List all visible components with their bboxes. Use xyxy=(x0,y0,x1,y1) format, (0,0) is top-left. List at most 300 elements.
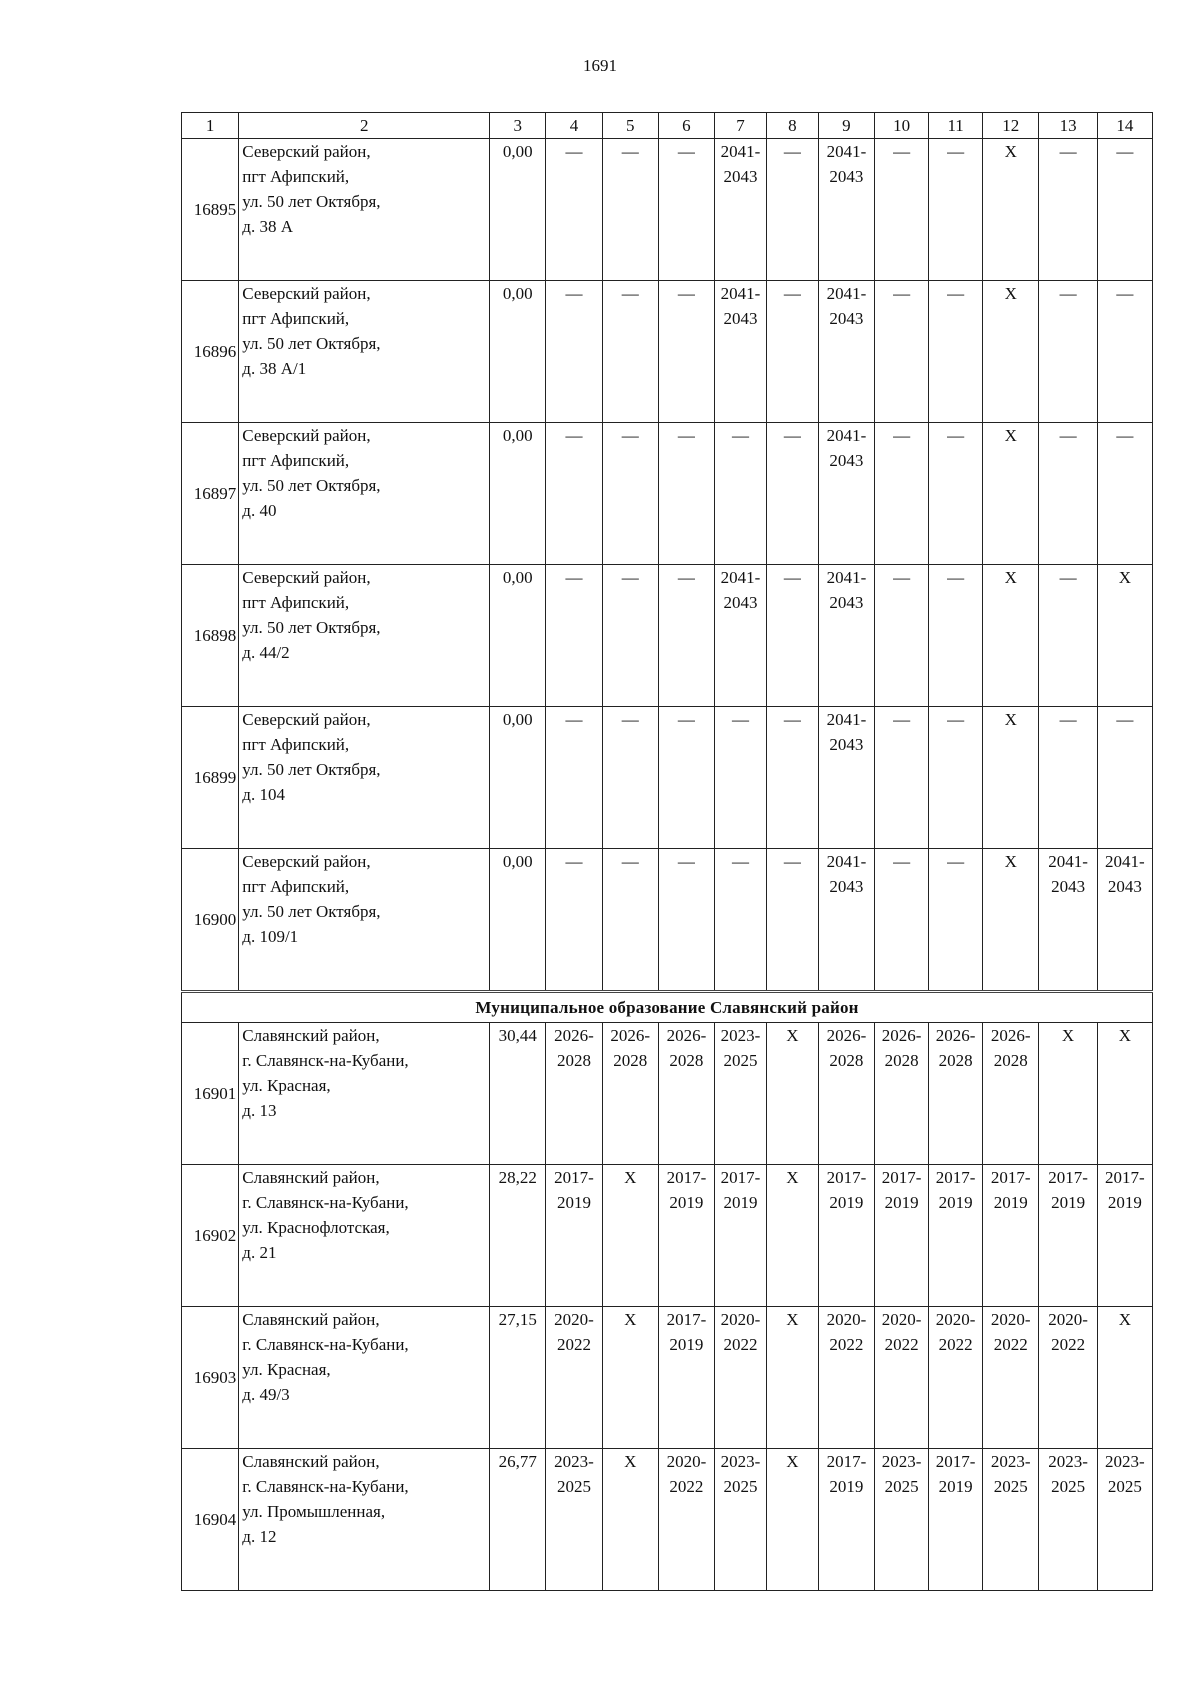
column-header: 1 xyxy=(182,113,239,139)
period-cell xyxy=(983,281,1039,423)
period-value: — xyxy=(947,142,965,161)
period-cell xyxy=(1097,281,1152,423)
table-row xyxy=(182,565,1153,707)
period-value: 2026- 2028 xyxy=(666,1026,707,1070)
column-header: 7 xyxy=(715,113,767,139)
period-cell xyxy=(983,565,1039,707)
period-cell xyxy=(983,1449,1039,1591)
period-value: 2017- 2019 xyxy=(935,1168,976,1212)
period-value: 2041- 2043 xyxy=(1048,852,1088,896)
address-line: д. 49/3 xyxy=(242,1385,290,1404)
period-value: X xyxy=(786,1026,799,1045)
period-value: 2017- 2019 xyxy=(1105,1168,1145,1212)
period-value: 2041- 2043 xyxy=(720,568,761,612)
period-value: — xyxy=(565,142,583,161)
period-value: — xyxy=(947,284,965,303)
period-cell xyxy=(546,1307,602,1449)
period-value: — xyxy=(1059,142,1077,161)
address-line: пгт Афипский, xyxy=(242,593,350,612)
period-cell xyxy=(818,565,874,707)
column-header: 10 xyxy=(875,113,929,139)
period-cell xyxy=(1039,423,1097,565)
period-cell xyxy=(875,565,929,707)
period-value: — xyxy=(783,426,801,445)
period-cell xyxy=(766,281,818,423)
period-cell xyxy=(766,1449,818,1591)
period-cell xyxy=(715,707,767,849)
period-cell xyxy=(983,1165,1039,1307)
period-cell xyxy=(1097,565,1152,707)
row-number: 16904 xyxy=(182,1449,239,1591)
column-header: 8 xyxy=(766,113,818,139)
period-cell xyxy=(875,1165,929,1307)
period-value: 2020- 2022 xyxy=(1048,1310,1088,1354)
period-value: — xyxy=(783,568,801,587)
period-value: 2026- 2028 xyxy=(990,1026,1031,1070)
period-value: — xyxy=(893,852,911,871)
period-cell xyxy=(546,1165,602,1307)
address-line: ул. Красная, xyxy=(242,1360,331,1379)
period-cell xyxy=(983,1023,1039,1165)
address-cell xyxy=(239,1165,490,1307)
address-line: Славянский район, xyxy=(242,1026,380,1045)
period-cell xyxy=(929,1307,983,1449)
period-value: 2041- 2043 xyxy=(826,852,867,896)
period-cell xyxy=(546,1023,602,1165)
table-row xyxy=(182,707,1153,849)
address-line: Северский район, xyxy=(242,284,371,303)
table-row xyxy=(182,139,1153,281)
period-value: X xyxy=(1118,1310,1132,1329)
period-value: — xyxy=(677,142,695,161)
period-cell xyxy=(818,1307,874,1449)
column-header: 14 xyxy=(1097,113,1152,139)
period-value: X xyxy=(1061,1026,1075,1045)
address-cell xyxy=(239,281,490,423)
period-value: 2023- 2025 xyxy=(720,1452,761,1496)
period-value: X xyxy=(786,1452,799,1471)
period-cell xyxy=(766,565,818,707)
row-number: 16899 xyxy=(182,707,239,849)
period-value: 2023- 2025 xyxy=(1048,1452,1088,1496)
period-cell xyxy=(715,281,767,423)
period-cell xyxy=(983,849,1039,992)
period-value: — xyxy=(677,852,695,871)
period-value: — xyxy=(1059,426,1077,445)
period-cell xyxy=(658,281,714,423)
period-value: — xyxy=(1116,284,1134,303)
address-line: д. 104 xyxy=(242,785,285,804)
address-line: пгт Афипский, xyxy=(242,309,350,328)
period-cell xyxy=(766,1023,818,1165)
period-cell xyxy=(1039,849,1097,992)
table-row xyxy=(182,423,1153,565)
period-value: — xyxy=(947,568,965,587)
period-value: X xyxy=(1004,710,1017,729)
address-line: д. 40 xyxy=(242,501,277,520)
address-line: пгт Афипский, xyxy=(242,735,350,754)
period-value: 2041- 2043 xyxy=(826,710,867,754)
address-line: ул. 50 лет Октября, xyxy=(242,760,381,779)
period-cell xyxy=(715,1165,767,1307)
period-value: 2026- 2028 xyxy=(935,1026,976,1070)
period-value: 2020- 2022 xyxy=(935,1310,976,1354)
period-value: 2020- 2022 xyxy=(666,1452,707,1496)
column-header: 6 xyxy=(658,113,714,139)
row-number: 16902 xyxy=(182,1165,239,1307)
period-cell xyxy=(766,707,818,849)
period-cell xyxy=(1097,1165,1152,1307)
period-value: X xyxy=(1004,284,1017,303)
period-cell xyxy=(929,139,983,281)
period-cell xyxy=(1039,1449,1097,1591)
period-value: 2041- 2043 xyxy=(720,142,761,186)
period-cell xyxy=(602,423,658,565)
address-line: ул. 50 лет Октября, xyxy=(242,902,381,921)
address-line: Северский район, xyxy=(242,142,371,161)
address-cell xyxy=(239,423,490,565)
column-header: 12 xyxy=(983,113,1039,139)
address-line: д. 38 А/1 xyxy=(242,359,307,378)
period-value: 2020- 2022 xyxy=(990,1310,1031,1354)
period-cell xyxy=(715,849,767,992)
period-value: X xyxy=(1004,852,1017,871)
address-line: ул. 50 лет Октября, xyxy=(242,334,381,353)
period-cell xyxy=(715,423,767,565)
period-cell xyxy=(875,1307,929,1449)
address-line: пгт Афипский, xyxy=(242,877,350,896)
period-value: — xyxy=(1116,142,1134,161)
period-value: — xyxy=(731,852,749,871)
period-cell xyxy=(875,849,929,992)
period-cell xyxy=(818,707,874,849)
period-value: 2026- 2028 xyxy=(554,1026,594,1070)
period-value: — xyxy=(893,426,911,445)
period-cell xyxy=(715,1307,767,1449)
period-cell xyxy=(546,707,602,849)
period-cell xyxy=(929,565,983,707)
area-cell: 0,00 xyxy=(490,423,546,565)
period-cell xyxy=(1039,1165,1097,1307)
table-row xyxy=(182,281,1153,423)
period-value: 2041- 2043 xyxy=(826,568,867,612)
period-value: — xyxy=(677,426,695,445)
period-cell xyxy=(1097,707,1152,849)
period-value: 2023- 2025 xyxy=(554,1452,594,1496)
address-line: Северский район, xyxy=(242,568,371,587)
period-value: — xyxy=(621,568,639,587)
period-value: — xyxy=(1059,710,1077,729)
column-header-row xyxy=(182,113,1153,139)
period-cell xyxy=(1097,423,1152,565)
period-value: — xyxy=(621,142,639,161)
period-value: 2023- 2025 xyxy=(881,1452,922,1496)
period-value: — xyxy=(677,284,695,303)
period-value: X xyxy=(1004,426,1017,445)
period-cell xyxy=(818,1449,874,1591)
address-line: Славянский район, xyxy=(242,1310,380,1329)
period-value: — xyxy=(1059,568,1077,587)
period-cell xyxy=(818,1165,874,1307)
period-cell xyxy=(818,849,874,992)
period-cell xyxy=(818,281,874,423)
period-value: — xyxy=(947,710,965,729)
column-header: 4 xyxy=(546,113,602,139)
address-cell xyxy=(239,849,490,992)
period-cell xyxy=(715,1023,767,1165)
period-cell xyxy=(929,707,983,849)
address-line: Северский район, xyxy=(242,852,371,871)
period-cell xyxy=(983,707,1039,849)
address-line: Славянский район, xyxy=(242,1168,380,1187)
period-cell xyxy=(929,1023,983,1165)
table-row xyxy=(182,1165,1153,1307)
section-header-row xyxy=(182,992,1153,1023)
period-cell xyxy=(1097,1449,1152,1591)
period-cell xyxy=(766,1165,818,1307)
address-line: Славянский район, xyxy=(242,1452,380,1471)
period-cell xyxy=(983,1307,1039,1449)
address-line: д. 109/1 xyxy=(242,927,299,946)
period-cell xyxy=(658,423,714,565)
page-number: 1691 xyxy=(583,56,617,75)
address-line: д. 13 xyxy=(242,1101,277,1120)
period-cell xyxy=(602,565,658,707)
period-cell xyxy=(1097,1023,1152,1165)
period-cell xyxy=(602,1023,658,1165)
address-cell xyxy=(239,1449,490,1591)
period-value: 2020- 2022 xyxy=(826,1310,867,1354)
period-value: X xyxy=(786,1168,799,1187)
period-value: 2026- 2028 xyxy=(610,1026,651,1070)
period-cell xyxy=(1097,1307,1152,1449)
period-value: — xyxy=(621,710,639,729)
period-value: — xyxy=(893,710,911,729)
period-cell xyxy=(1039,707,1097,849)
period-value: 2017- 2019 xyxy=(1048,1168,1088,1212)
period-cell xyxy=(715,565,767,707)
address-cell xyxy=(239,139,490,281)
period-value: — xyxy=(893,568,911,587)
column-header: 11 xyxy=(929,113,983,139)
area-cell: 27,15 xyxy=(490,1307,546,1449)
address-line: г. Славянск-на-Кубани, xyxy=(242,1193,409,1212)
period-cell xyxy=(766,139,818,281)
period-cell xyxy=(546,565,602,707)
period-cell xyxy=(1039,565,1097,707)
period-value: 2017- 2019 xyxy=(554,1168,594,1212)
address-line: ул. Красная, xyxy=(242,1076,331,1095)
period-value: — xyxy=(1116,426,1134,445)
period-value: 2041- 2043 xyxy=(826,426,867,470)
row-number: 16897 xyxy=(182,423,239,565)
address-line: д. 38 А xyxy=(242,217,293,236)
table-row xyxy=(182,1307,1153,1449)
address-cell xyxy=(239,707,490,849)
period-value: 2017- 2019 xyxy=(720,1168,761,1212)
period-cell xyxy=(546,849,602,992)
period-value: 2041- 2043 xyxy=(826,142,867,186)
period-value: — xyxy=(565,284,583,303)
area-cell: 0,00 xyxy=(490,281,546,423)
period-cell xyxy=(658,707,714,849)
period-value: — xyxy=(621,284,639,303)
period-cell xyxy=(658,1165,714,1307)
period-value: — xyxy=(677,568,695,587)
period-cell xyxy=(658,139,714,281)
period-value: X xyxy=(624,1168,637,1187)
area-cell: 0,00 xyxy=(490,565,546,707)
period-value: — xyxy=(565,426,583,445)
period-cell xyxy=(602,281,658,423)
period-cell xyxy=(1039,139,1097,281)
period-cell xyxy=(602,1165,658,1307)
section-title: Муниципальное образование Славянский район xyxy=(182,992,1153,1023)
period-cell xyxy=(1097,139,1152,281)
table-row xyxy=(182,849,1153,992)
period-value: — xyxy=(783,142,801,161)
period-value: — xyxy=(783,710,801,729)
area-cell: 28,22 xyxy=(490,1165,546,1307)
column-header: 2 xyxy=(239,113,490,139)
row-number: 16903 xyxy=(182,1307,239,1449)
period-value: — xyxy=(677,710,695,729)
table-row xyxy=(182,1449,1153,1591)
period-cell xyxy=(546,139,602,281)
register-table xyxy=(181,112,1153,1591)
column-header: 5 xyxy=(602,113,658,139)
period-value: 2017- 2019 xyxy=(826,1452,867,1496)
period-cell xyxy=(983,139,1039,281)
period-value: 2017- 2019 xyxy=(826,1168,867,1212)
period-value: X xyxy=(624,1452,637,1471)
period-value: 2041- 2043 xyxy=(826,284,867,328)
table-body xyxy=(182,113,1153,1591)
period-value: — xyxy=(565,568,583,587)
address-line: пгт Афипский, xyxy=(242,451,350,470)
period-cell xyxy=(1039,1023,1097,1165)
period-value: 2023- 2025 xyxy=(1105,1452,1145,1496)
period-cell xyxy=(1039,281,1097,423)
period-value: 2041- 2043 xyxy=(720,284,761,328)
row-number: 16895 xyxy=(182,139,239,281)
column-header: 3 xyxy=(490,113,546,139)
period-value: 2026- 2028 xyxy=(826,1026,867,1070)
row-number: 16901 xyxy=(182,1023,239,1165)
period-value: — xyxy=(565,852,583,871)
period-value: — xyxy=(783,852,801,871)
period-value: — xyxy=(783,284,801,303)
period-value: 2023- 2025 xyxy=(720,1026,761,1070)
period-cell xyxy=(602,139,658,281)
period-cell xyxy=(818,139,874,281)
address-line: д. 44/2 xyxy=(242,643,290,662)
period-cell xyxy=(658,1449,714,1591)
address-line: Северский район, xyxy=(242,710,371,729)
area-cell: 26,77 xyxy=(490,1449,546,1591)
period-value: 2023- 2025 xyxy=(990,1452,1031,1496)
address-line: ул. 50 лет Октября, xyxy=(242,476,381,495)
address-line: Северский район, xyxy=(242,426,371,445)
period-value: 2017- 2019 xyxy=(666,1168,707,1212)
column-header: 13 xyxy=(1039,113,1097,139)
period-value: — xyxy=(621,852,639,871)
address-line: пгт Афипский, xyxy=(242,167,350,186)
row-number: 16896 xyxy=(182,281,239,423)
period-value: 2017- 2019 xyxy=(935,1452,976,1496)
period-value: — xyxy=(947,852,965,871)
period-value: 2020- 2022 xyxy=(554,1310,594,1354)
period-value: — xyxy=(565,710,583,729)
period-cell xyxy=(929,281,983,423)
address-line: г. Славянск-на-Кубани, xyxy=(242,1477,409,1496)
row-number: 16900 xyxy=(182,849,239,992)
address-line: г. Славянск-на-Кубани, xyxy=(242,1335,409,1354)
period-cell xyxy=(875,707,929,849)
period-cell xyxy=(1097,849,1152,992)
period-cell xyxy=(658,1307,714,1449)
period-cell xyxy=(658,565,714,707)
address-cell xyxy=(239,1023,490,1165)
period-cell xyxy=(875,1449,929,1591)
period-value: 2041- 2043 xyxy=(1105,852,1145,896)
area-cell: 0,00 xyxy=(490,849,546,992)
period-cell xyxy=(715,1449,767,1591)
period-value: X xyxy=(1004,568,1017,587)
period-cell xyxy=(602,707,658,849)
period-value: 2020- 2022 xyxy=(881,1310,922,1354)
period-cell xyxy=(1039,1307,1097,1449)
period-value: 2026- 2028 xyxy=(881,1026,922,1070)
area-cell: 0,00 xyxy=(490,707,546,849)
period-cell xyxy=(658,849,714,992)
period-cell xyxy=(929,1449,983,1591)
period-cell xyxy=(929,849,983,992)
period-value: X xyxy=(1004,142,1017,161)
address-line: ул. Краснофлотская, xyxy=(242,1218,390,1237)
period-cell xyxy=(766,423,818,565)
period-value: — xyxy=(893,284,911,303)
period-cell xyxy=(766,1307,818,1449)
period-value: — xyxy=(1059,284,1077,303)
address-cell xyxy=(239,565,490,707)
column-header: 9 xyxy=(818,113,874,139)
period-cell xyxy=(602,1449,658,1591)
period-value: — xyxy=(621,426,639,445)
period-value: 2017- 2019 xyxy=(990,1168,1031,1212)
row-number: 16898 xyxy=(182,565,239,707)
period-cell xyxy=(875,423,929,565)
address-line: д. 12 xyxy=(242,1527,277,1546)
period-cell xyxy=(929,423,983,565)
period-value: 2017- 2019 xyxy=(666,1310,707,1354)
address-line: ул. 50 лет Октября, xyxy=(242,618,381,637)
period-cell xyxy=(715,139,767,281)
period-value: — xyxy=(947,426,965,445)
area-cell: 30,44 xyxy=(490,1023,546,1165)
period-cell xyxy=(546,281,602,423)
address-line: д. 21 xyxy=(242,1243,277,1262)
period-value: X xyxy=(1118,1026,1132,1045)
period-cell xyxy=(546,423,602,565)
period-cell xyxy=(658,1023,714,1165)
period-value: 2020- 2022 xyxy=(720,1310,761,1354)
period-cell xyxy=(983,423,1039,565)
period-cell xyxy=(602,849,658,992)
address-cell xyxy=(239,1307,490,1449)
period-cell xyxy=(875,1023,929,1165)
period-cell xyxy=(766,849,818,992)
